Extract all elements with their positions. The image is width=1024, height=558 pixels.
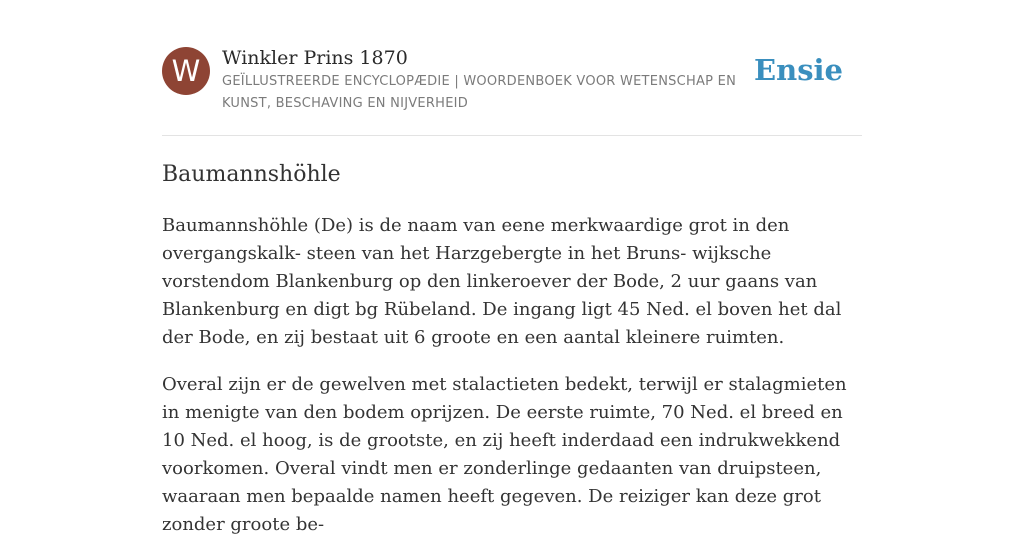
source-avatar[interactable]: W (162, 47, 210, 95)
article-paragraph: Baumannshöhle (De) is de naam van eene merkwaardige grot in den overgangskalk- steen van het Harzgebergte in het Bruns- wijksche vorstendom Blankenburg op den linkeroever der Bode, 2 uur gaans van Blankenburg en digt bg Rübeland. De ingang ligt 45 Ned. el boven het dal der Bode, en zij bestaat uit 6 groote en een aantal kleinere ruimten. (162, 215, 842, 348)
article-title: Baumannshöhle (162, 162, 341, 187)
source-title[interactable]: Winkler Prins 1870 (222, 47, 408, 69)
article-body (162, 212, 862, 558)
header (162, 0, 862, 136)
ensie-logo[interactable]: Ensie (754, 53, 843, 87)
article-paragraph: Overal zijn er de gewelven met stalactieten bedekt, terwijl er stalagmieten in menigte van den bodem oprijzen. De eerste ruimte, 70 Ned. el breed en 10 Ned. el hoog, is de grootste, en zij heeft inderdaad een indrukwekkend voorkomen. Overal vindt men er zonderlinge gedaanten van druipsteen, waaraan men bepaalde namen heeft gegeven. De reiziger kan deze grot zonder groote be- (162, 374, 847, 535)
page (162, 0, 862, 535)
source-subtitle: GEÏLLUSTREERDE ENCYCLOPÆDIE | WOORDENBOEK VOOR WETENSCHAP EN KUNST, BESCHAVING EN NIJVERHEID (222, 74, 737, 111)
